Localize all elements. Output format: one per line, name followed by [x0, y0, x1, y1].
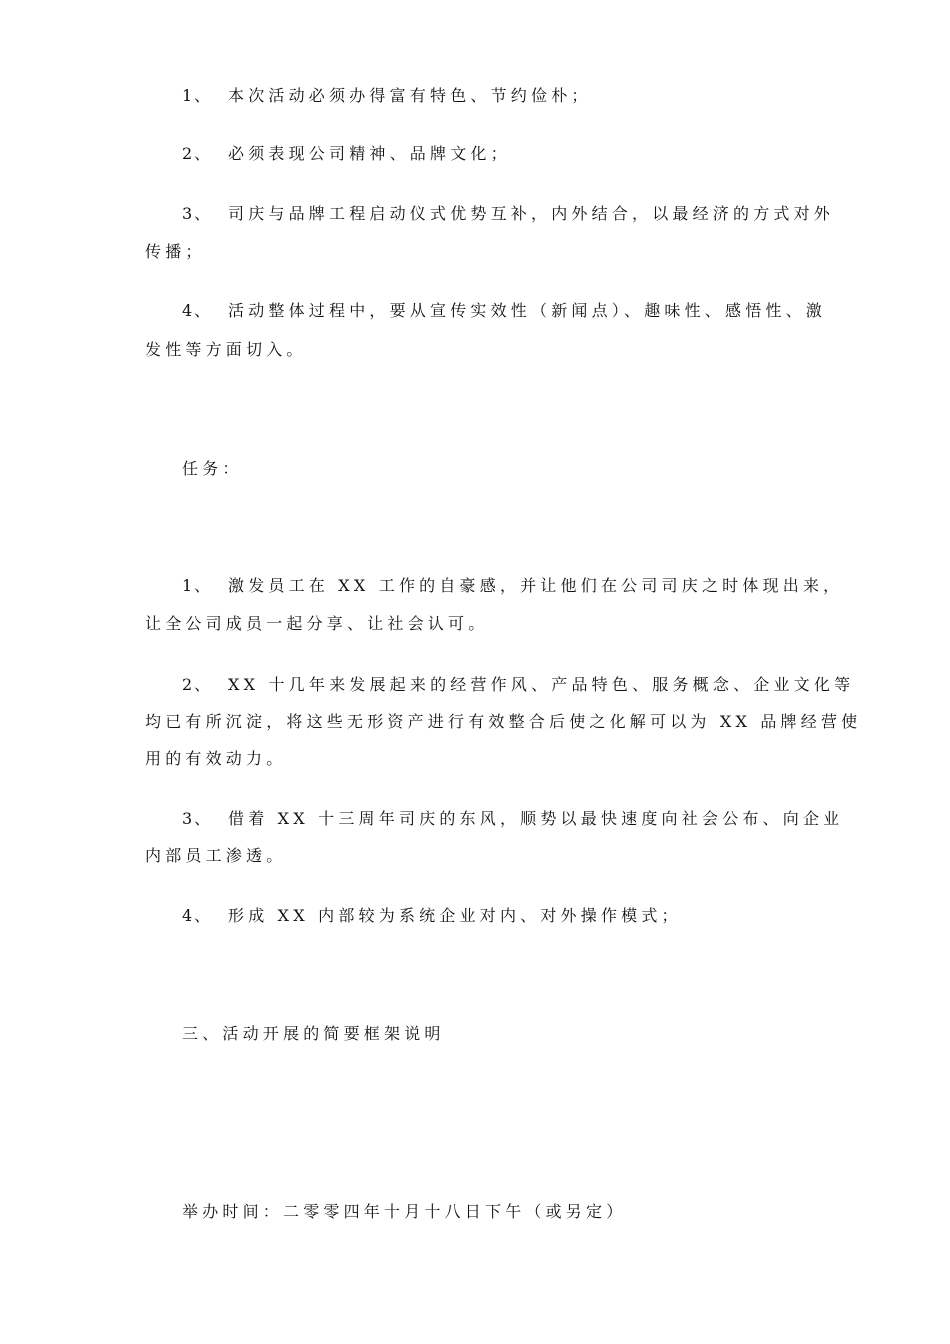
task-4-text: 形成 XX 内部较为系统企业对内、对外操作模式； [228, 906, 682, 925]
tasks-heading: 任务： [182, 459, 243, 478]
task-3-line-1 [182, 808, 844, 830]
task-3-line-2: 内部员工渗透。 [145, 846, 287, 865]
principle-4-number: 4、 [182, 301, 213, 320]
task-2-line-1 [182, 674, 855, 696]
task-2-text: XX 十几年来发展起来的经营作风、产品特色、服务概念、企业文化等 [228, 675, 855, 694]
event-time: 举办时间：二零零四年十月十八日下午（或另定） [182, 1202, 627, 1221]
principle-1-line-1 [182, 85, 810, 107]
principle-3-text: 司庆与品牌工程启动仪式优势互补，内外结合，以最经济的方式对外 [228, 204, 835, 223]
principle-1-text: 本次活动必须办得富有特色、节约俭朴； [228, 86, 592, 105]
principle-4-line-1 [182, 300, 827, 322]
principle-2-text: 必须表现公司精神、品牌文化； [228, 144, 511, 163]
principle-1-number: 1、 [182, 86, 213, 105]
task-2-line-2: 均已有所沉淀，将这些无形资产进行有效整合后使之化解可以为 XX 品牌经营使 [145, 712, 862, 731]
principle-4-line-2: 发性等方面切入。 [145, 340, 307, 359]
task-2-line-3: 用的有效动力。 [145, 749, 287, 768]
principle-3-line-2: 传播； [145, 242, 206, 261]
principle-2-line-1 [182, 143, 810, 165]
task-2-number: 2、 [182, 675, 213, 694]
task-4-number: 4、 [182, 906, 213, 925]
principle-2-number: 2、 [182, 144, 213, 163]
task-1-line-2: 让全公司成员一起分享、让社会认可。 [145, 614, 489, 633]
principle-4-text: 活动整体过程中，要从宣传实效性（新闻点）、趣味性、感悟性、激 [228, 301, 827, 320]
principle-3-number: 3、 [182, 204, 213, 223]
task-1-number: 1、 [182, 576, 213, 595]
task-3-text: 借着 XX 十三周年司庆的东风，顺势以最快速度向社会公布、向企业 [228, 809, 844, 828]
principle-3-line-1 [182, 203, 835, 225]
task-3-number: 3、 [182, 809, 213, 828]
task-4-line-1 [182, 905, 810, 927]
task-1-text: 激发员工在 XX 工作的自豪感，并让他们在公司司庆之时体现出来， [228, 576, 844, 595]
task-1-line-1 [182, 575, 844, 597]
section-heading: 三、活动开展的简要框架说明 [182, 1024, 445, 1043]
